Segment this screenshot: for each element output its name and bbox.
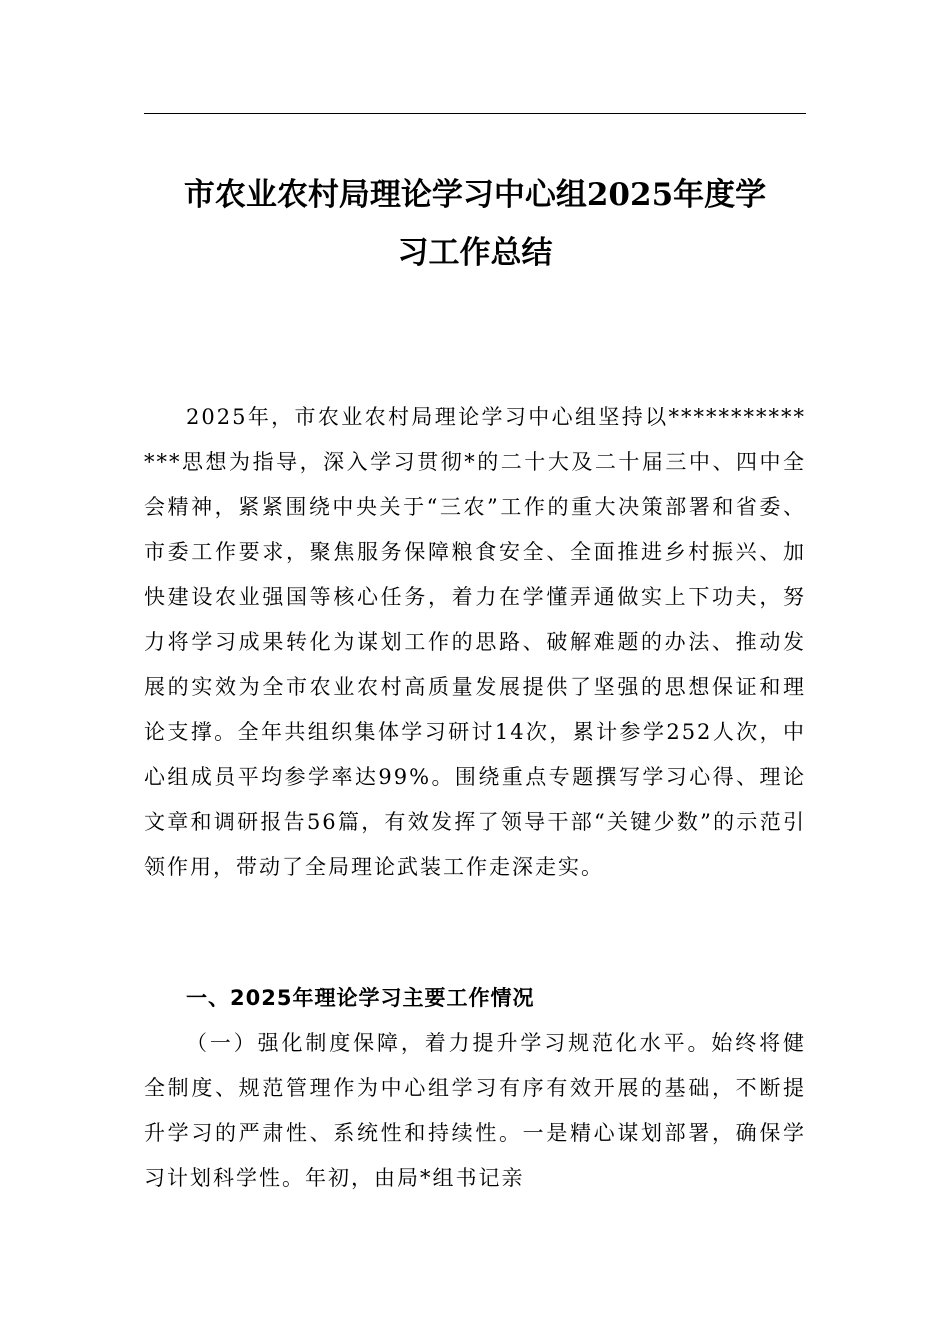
- title-line-2: 习工作总结: [397, 235, 553, 271]
- header-divider-line: [144, 113, 806, 114]
- intro-paragraph: 2025年，市农业农村局理论学习中心组坚持以**************思想为指导，深入学习贯彻*的二十大及二十届三中、四中全会精神，紧紧围绕中央关于“三农”工作的重大决策部署和省委、市委工作要求，聚焦服务保障粮食安全、全面推进乡村振兴、加快建设农业强国等核心任务，着力在学懂弄通做实上下功夫，努力将学习成果转化为谋划工作的思路、破解难题的办法、推动发展的实效为全市农业农村高质量发展提供了坚强的思想保证和理论支撑。全年共组织集体学习研讨14次，累计参学252人次，中心组成员平均参学率达99%。围绕重点专题撰写学习心得、理论文章和调研报告56篇，有效发挥了领导干部“关键少数”的示范引领作用，带动了全局理论武装工作走深走实。: [144, 405, 806, 879]
- subsection-heading-1: （一）强化制度保障，着力提升学习规范化水平。: [186, 1031, 712, 1055]
- title-line-1: 市农业农村局理论学习中心组2025年度学: [183, 177, 767, 213]
- document-title: [144, 166, 806, 282]
- subsection-paragraph-1: [144, 1021, 806, 1201]
- subsection-text-1: 始终将健全制度、规范管理作为中心组学习有序有效开展的基础，不断提升学习的严肃性、系统性和持续性。一是精心谋划部署，确保学习计划科学性。年初，由局*组书记亲: [144, 1031, 806, 1190]
- section-heading-1: 一、2025年理论学习主要工作情况: [186, 986, 535, 1010]
